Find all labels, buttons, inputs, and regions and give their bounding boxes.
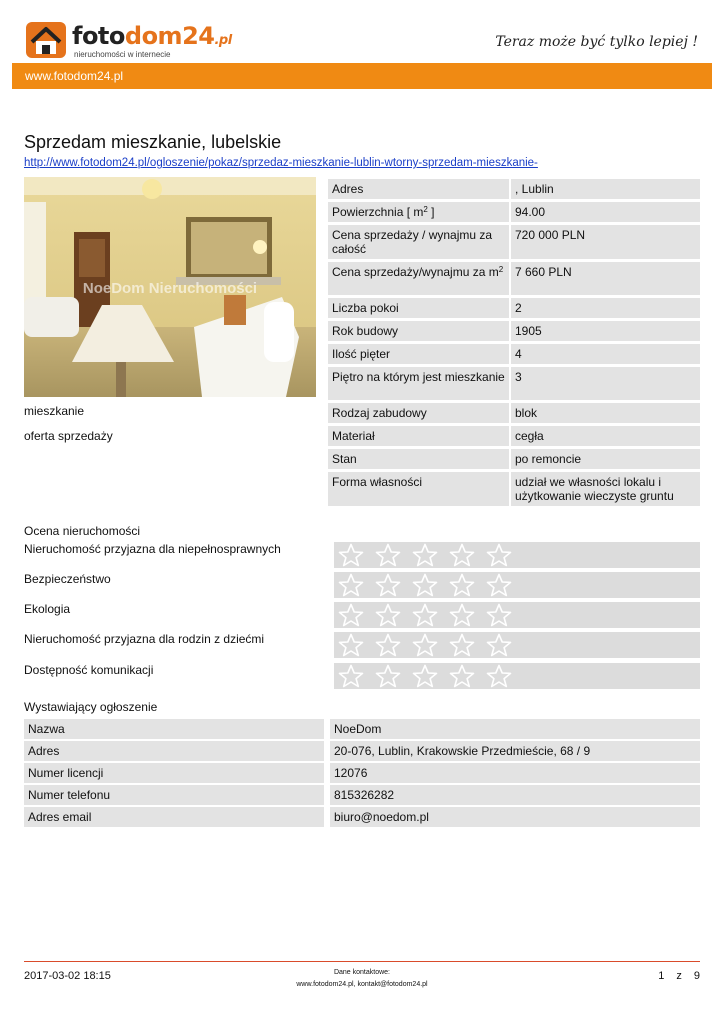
star-rating[interactable] [334,572,700,598]
star-icon[interactable] [486,633,512,657]
logo[interactable] [24,20,232,64]
property-value: 2 [511,298,700,319]
rating-label: Bezpieczeństwo [24,572,111,586]
slogan: Teraz może być tylko lepiej ! [495,34,698,50]
property-type-label: mieszkanie [24,404,85,418]
property-key: Rok budowy [328,321,511,342]
star-rating[interactable] [334,663,700,689]
footer-date: 2017-03-02 18:15 [24,970,111,982]
advertiser-key: Numer licencji [24,763,330,783]
ratings-heading: Ocena nieruchomości [24,524,141,538]
logo-tagline: nieruchomości w internecie [74,50,171,59]
rating-label: Ekologia [24,602,71,616]
property-value: 720 000 PLN [511,225,700,260]
property-key: Materiał [328,426,511,447]
page-separator: z [676,970,682,982]
table-row [24,785,700,805]
star-icon[interactable] [412,573,438,597]
star-rating[interactable] [334,542,700,568]
property-value: 94.00 [511,202,700,223]
page-total: 9 [693,970,700,982]
advertiser-value: NoeDom [330,719,700,739]
table-row [24,741,700,761]
footer-contact-title: Dane kontaktowe: [333,969,391,976]
rating-label: Dostępność komunikacji [24,663,154,677]
property-value: 4 [511,344,700,365]
property-value: udział we własności lokalu i użytkowanie wieczyste gruntu [511,472,700,507]
property-key: Liczba pokoi [328,298,511,319]
star-icon[interactable] [338,543,364,567]
table-row [24,719,700,739]
site-link[interactable]: www.fotodom24.pl [25,69,124,83]
rating-label: Nieruchomość przyjazna dla niepełnosprawnych [24,542,281,556]
advertiser-value[interactable]: biuro@noedom.pl [330,807,700,827]
property-key: Piętro na którym jest mieszkanie [328,367,511,401]
property-value: 1905 [511,321,700,342]
table-row [328,403,700,424]
advertiser-key: Adres email [24,807,330,827]
property-key: Powierzchnia [ $m^2$ ] [328,202,511,223]
star-icon[interactable] [412,543,438,567]
star-icon[interactable] [449,573,475,597]
star-icon[interactable] [375,573,401,597]
table-row [328,179,700,200]
star-icon[interactable] [375,633,401,657]
star-icon[interactable] [486,543,512,567]
property-key: Stan [328,449,511,470]
property-key: Ilość pięter [328,344,511,365]
table-row [328,298,700,319]
star-rating[interactable] [334,602,700,628]
page-title: Sprzedam mieszkanie, lubelskie [24,132,282,152]
footer-divider [24,961,700,962]
footer-contact-line: www.fotodom24.pl, kontakt@fotodom24.pl [296,981,428,988]
advertiser-table [24,717,700,829]
listing-photo[interactable] [24,177,316,397]
star-icon[interactable] [375,543,401,567]
offer-type-label: oferta sprzedaży [24,429,113,443]
footer-contact [230,967,494,991]
advertiser-heading: Wystawiający ogłoszenie [24,700,158,714]
star-icon[interactable] [449,633,475,657]
property-value: blok [511,403,700,424]
star-icon[interactable] [449,664,475,688]
property-value: , Lublin [511,179,700,200]
table-row [328,472,700,507]
advertiser-value: 12076 [330,763,700,783]
star-icon[interactable] [338,603,364,627]
logo-brand: fotodom24.pl [72,22,232,50]
table-row [328,426,700,447]
rating-row [24,542,700,568]
table-row [24,763,700,783]
star-icon[interactable] [375,664,401,688]
table-row [328,262,700,296]
star-icon[interactable] [486,573,512,597]
star-icon[interactable] [412,664,438,688]
star-icon[interactable] [449,543,475,567]
page-current: 1 [658,970,665,982]
table-row [328,344,700,365]
house-logo-icon [24,20,68,60]
property-key: Rodzaj zabudowy [328,403,511,424]
advertiser-value: 20-076, Lublin, Krakowskie Przedmieście, 68 / 9 [330,741,700,761]
property-value: po remoncie [511,449,700,470]
property-details-table [328,177,700,509]
property-value: 7 660 PLN [511,262,700,296]
star-icon[interactable] [338,573,364,597]
table-row [328,367,700,401]
rating-row [24,572,700,598]
table-row [328,449,700,470]
listing-url-link[interactable]: http://www.fotodom24.pl/ogloszenie/pokaz/sprzedaz-mieszkanie-lublin-wtorny-sprzedam-mieszkanie- [24,157,538,169]
property-key: Adres [328,179,511,200]
property-key: Forma własności [328,472,511,507]
table-row [328,225,700,260]
table-row [328,202,700,223]
property-key: Cena sprzedaży / wynajmu za całość [328,225,511,260]
star-rating[interactable] [334,632,700,658]
star-icon[interactable] [486,664,512,688]
property-value: 3 [511,367,700,401]
star-icon[interactable] [449,603,475,627]
star-icon[interactable] [412,603,438,627]
star-icon[interactable] [338,633,364,657]
table-row [328,321,700,342]
star-icon[interactable] [486,603,512,627]
rating-label: Nieruchomość przyjazna dla rodzin z dziećmi [24,632,265,646]
star-icon[interactable] [375,603,401,627]
rating-row [24,663,700,689]
rating-row [24,632,700,658]
star-icon[interactable] [412,633,438,657]
advertiser-key: Numer telefonu [24,785,330,805]
header-bar [12,63,712,89]
advertiser-key: Adres [24,741,330,761]
star-icon[interactable] [338,664,364,688]
rating-row [24,602,700,628]
page-indicator [658,970,700,982]
table-row [24,807,700,827]
property-value: cegła [511,426,700,447]
photo-watermark: NoeDom Nieruchomości [82,280,258,297]
advertiser-key: Nazwa [24,719,330,739]
advertiser-value[interactable]: 815326282 [330,785,700,805]
property-key: Cena sprzedaży/wynajmu za $m^2$ [328,262,511,296]
